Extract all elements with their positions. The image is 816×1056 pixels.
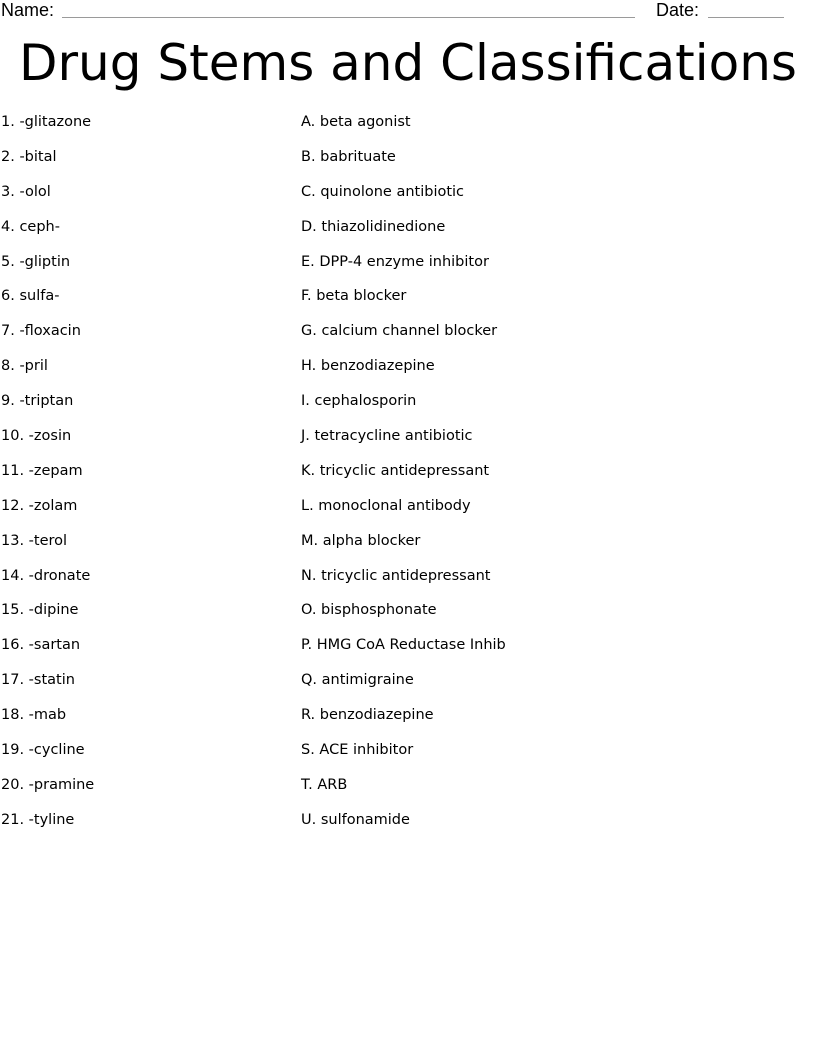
drug-stems-list [1,110,94,843]
drug-stem-item: 4. ceph- [1,218,60,235]
drug-stem-item: 3. -olol [1,183,51,200]
classification-item: R. benzodiazepine [301,707,434,724]
classification-item: S. ACE inhibitor [301,742,414,759]
name-blank-line [62,17,635,18]
classifications-list [301,110,506,843]
name-label: Name: [1,0,55,20]
classification-item: E. DPP-4 enzyme inhibitor [301,253,489,270]
drug-stem-item: 6. sulfa- [1,288,60,305]
drug-stem-item: 9. -triptan [1,393,74,410]
drug-stem-item: 5. -gliptin [1,253,71,270]
drug-stem-item: 15. -dipine [1,602,79,619]
classification-item: U. sulfonamide [301,811,410,828]
classification-item: I. cephalosporin [301,393,417,410]
drug-stem-item: 13. -terol [1,532,68,549]
drug-stem-item: 18. -mab [1,707,67,724]
classification-item: Q. antimigraine [301,672,414,689]
classification-item: O. bisphosphonate [301,602,437,619]
page-title: Drug Stems and Classifications [19,34,797,92]
classification-item: G. calcium channel blocker [301,323,498,340]
classification-item: F. beta blocker [301,288,407,305]
drug-stem-item: 11. -zepam [1,462,83,479]
classification-item: H. benzodiazepine [301,358,435,375]
worksheet-header [0,0,816,22]
classification-item: C. quinolone antibiotic [301,183,465,200]
classification-item: K. tricyclic antidepressant [301,462,490,479]
drug-stem-item: 10. -zosin [1,428,72,445]
classification-item: D. thiazolidinedione [301,218,446,235]
classification-item: B. babrituate [301,148,396,165]
classification-item: L. monoclonal antibody [301,497,471,514]
drug-stem-item: 12. -zolam [1,497,78,514]
drug-stem-item: 2. -bital [1,148,57,165]
date-blank-line [708,17,784,18]
drug-stem-item: 1. -glitazone [1,114,92,130]
drug-stem-item: 7. -floxacin [1,323,81,340]
classification-item: T. ARB [301,776,348,793]
drug-stem-item: 19. -cycline [1,742,85,759]
classification-item: M. alpha blocker [301,532,421,549]
classification-item: N. tricyclic antidepressant [301,567,491,584]
drug-stem-item: 8. -pril [1,358,48,375]
date-label: Date: [656,0,700,20]
drug-stem-item: 14. -dronate [1,567,91,584]
classification-item: A. beta agonist [301,114,411,130]
drug-stem-item: 20. -pramine [1,776,95,793]
drug-stem-item: 21. -tyline [1,811,75,828]
classification-item: J. tetracycline antibiotic [301,428,473,445]
drug-stem-item: 17. -statin [1,672,75,689]
classification-item: P. HMG CoA Reductase Inhib [301,637,506,654]
drug-stem-item: 16. -sartan [1,637,81,654]
